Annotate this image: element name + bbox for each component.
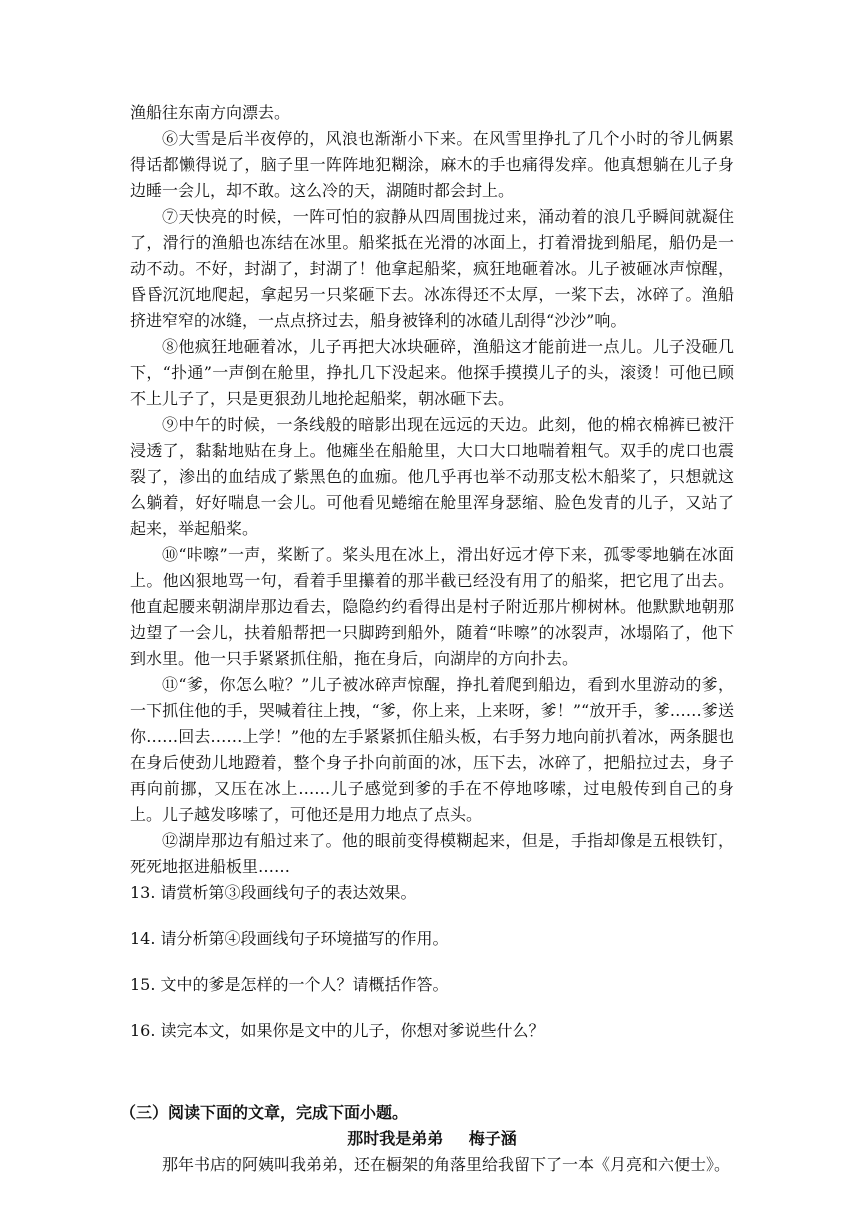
article-author: 梅子涵 (468, 1129, 517, 1148)
story-paragraph-11: ⑪“爹，你怎么啦？”儿子被冰碎声惊醒，挣扎着爬到船边，看到水里游动的爹，一下抓住他的手，哭喊着往上拽，“爹，你上来，上来呀，爹！”“放开手，爹……爹送你……回去……上学！”他的左手紧紧抓住船头板，右手努力地向前扒着冰，两条腿也在身后使劲儿地蹬着，整个身子扑向前面的冰，压下去，冰碎了，把船拉过去，身子再向前挪，又压在冰上……儿子感觉到爹的手在不停地哆嗦，过电般传到自己的身上。儿子越发哆嗦了，可他还是用力地点了点头。 (130, 675, 734, 824)
question-13: 13. 请赏析第③段画线句子的表达效果。 (130, 883, 417, 902)
story-paragraph-6: ⑥大雪是后半夜停的，风浪也渐渐小下来。在风雪里挣扎了几个小时的爷儿俩累得话都懒得说了，脑子里一阵阵地犯糊涂，麻木的手也痛得发痒。他真想躺在儿子身边睡一会儿，却不敢。这么冷的天，湖随时都会封上。 (130, 129, 734, 200)
document-page (120, 100, 734, 1178)
story-paragraph-10: ⑩“咔嚓”一声，桨断了。桨头甩在冰上，滑出好远才停下来，孤零零地躺在冰面上。他凶狠地骂一句，看着手里攥着的那半截已经没有用了的船桨，把它甩了出去。他直起腰来朝湖岸那边看去，隐隐约约看得出是村子附近那片柳树林。他默默地朝那边望了一会儿，扶着船帮把一只脚跨到船外，随着“咔嚓”的冰裂声，冰塌陷了，他下到水里。他一只手紧紧抓住船，拖在身后，向湖岸的方向扑去。 (130, 545, 734, 668)
article-title-line (130, 1126, 734, 1152)
section-heading: （三）阅读下面的文章，完成下面小题。 (120, 1103, 409, 1122)
article-title: 那时我是弟弟 (347, 1129, 444, 1148)
story-paragraph-9: ⑨中午的时候，一条线般的暗影出现在远远的天边。此刻，他的棉衣棉裤已被汗浸透了，黏黏地贴在身上。他瘫坐在船舱里，大口大口地喘着粗气。双手的虎口也震裂了，渗出的血结成了紫黑色的血痂。他几乎再也举不动那支松木船桨了，只想就这么躺着，好好喘息一会儿。可他看见蜷缩在舱里浑身瑟缩、脸色发青的儿子，又站了起来，举起船桨。 (130, 415, 734, 538)
article-paragraph-1: 那年书店的阿姨叫我弟弟，还在橱架的角落里给我留下了一本《月亮和六便士》。 (162, 1155, 731, 1174)
question-15: 15. 文中的爹是怎样的一个人？请概括作答。 (130, 975, 449, 994)
story-paragraph-continued: 渔船往东南方向漂去。 (130, 103, 291, 122)
story-paragraph-8: ⑧他疯狂地砸着冰，儿子再把大冰块砸碎，渔船这才能前进一点儿。儿子没砸几下，“扑通”一声倒在舱里，挣扎几下没起来。他探手摸摸儿子的头，滚烫！可他已顾不上儿子了，只是更狠劲儿地抡起船桨，朝冰砸下去。 (130, 337, 734, 408)
question-16: 16. 读完本文，如果你是文中的儿子，你想对爹说些什么？ (130, 1021, 545, 1040)
question-14: 14. 请分析第④段画线句子环境描写的作用。 (130, 929, 449, 948)
story-paragraph-12: ⑫湖岸那边有船过来了。他的眼前变得模糊起来，但是，手指却像是五根铁钉，死死地抠进船板里…… (130, 831, 734, 876)
story-paragraph-7: ⑦天快亮的时候，一阵可怕的寂静从四周围拢过来，涌动着的浪几乎瞬间就凝住了，滑行的渔船也冻结在冰里。船桨抵在光滑的冰面上，打着滑拢到船尾，船仍是一动不动。不好，封湖了，封湖了！他拿起船桨，疯狂地砸着冰。儿子被砸冰声惊醒，昏昏沉沉地爬起，拿起另一只桨砸下去。冰冻得还不太厚，一桨下去，冰碎了。渔船挤进窄窄的冰缝，一点点挤过去，船身被锋利的冰碴儿刮得“沙沙”响。 (130, 207, 734, 330)
